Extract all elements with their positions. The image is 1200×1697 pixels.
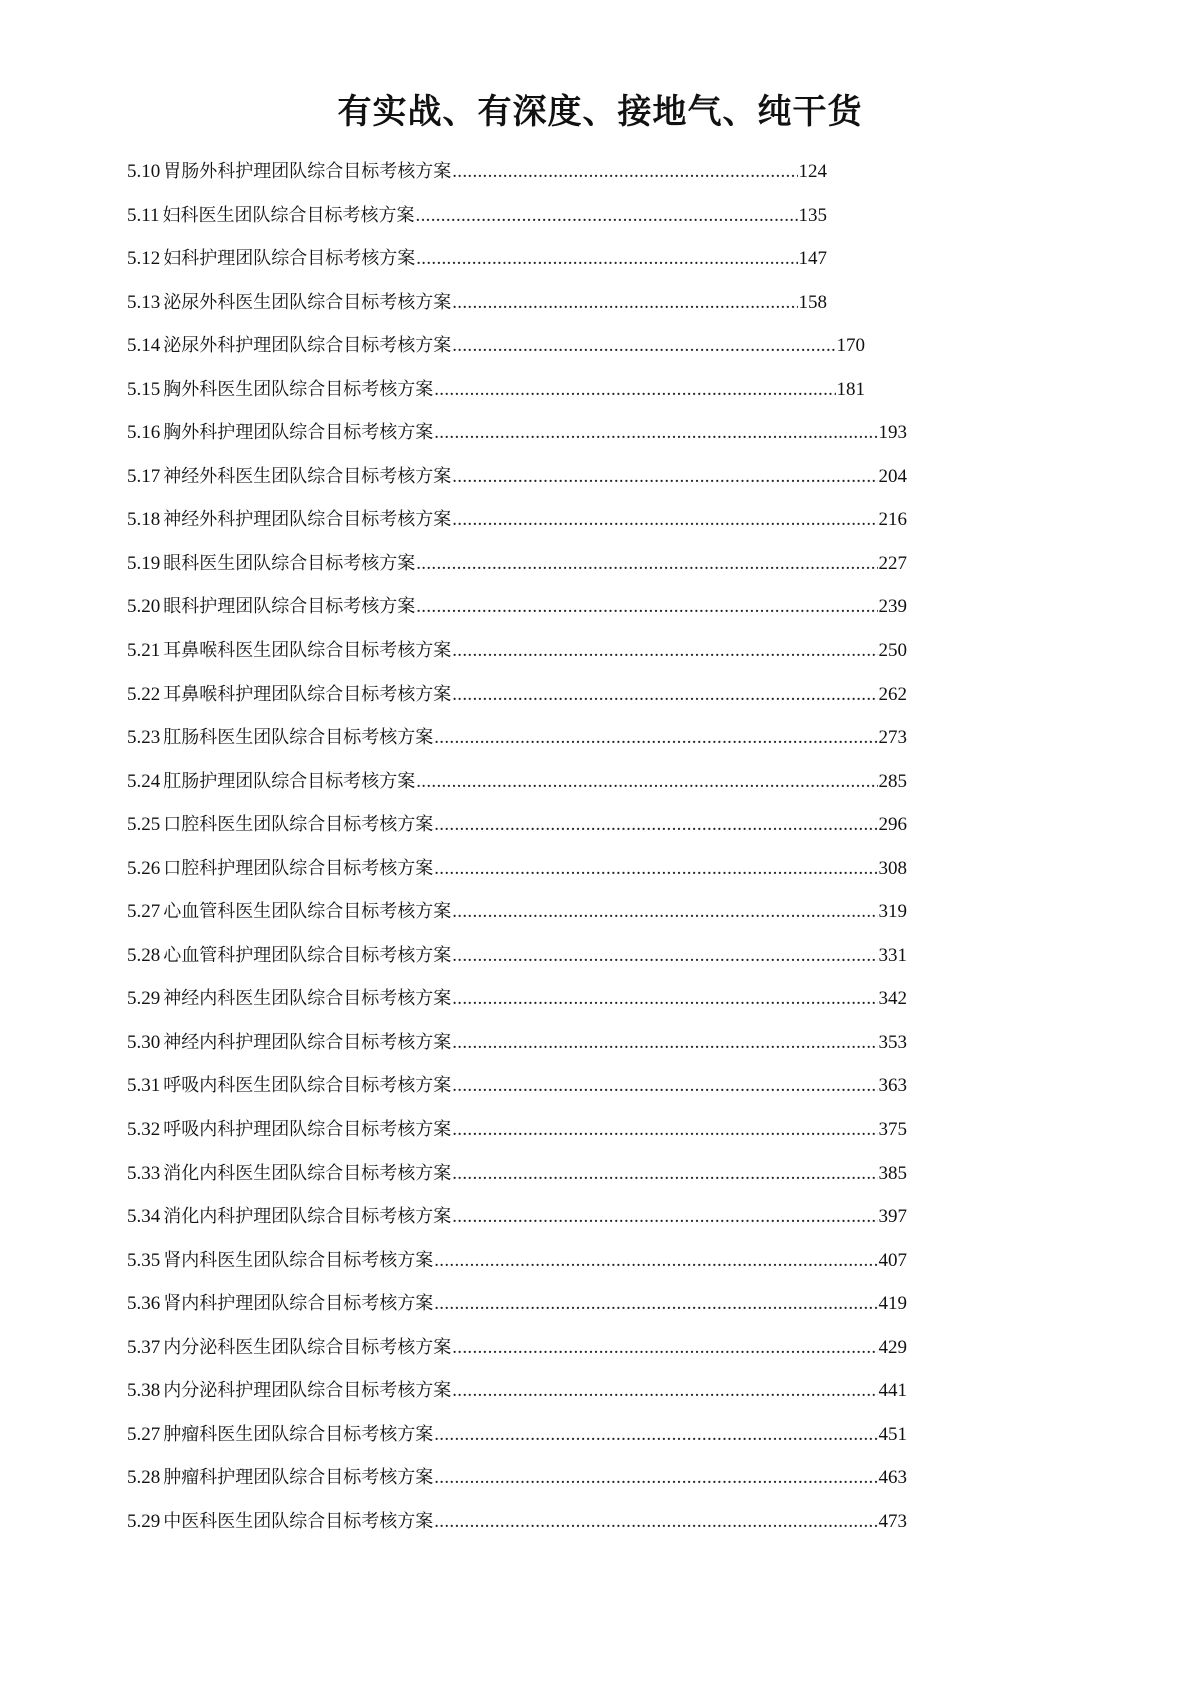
toc-dot-leader: [434, 1249, 877, 1273]
toc-entry-line: [127, 1292, 907, 1316]
toc-dot-leader: [452, 683, 877, 707]
toc-section-title: 肾内科护理团队综合目标考核方案: [163, 1293, 434, 1315]
toc-entry: [127, 900, 1047, 944]
toc-page-number: 342: [878, 988, 907, 1010]
toc-dot-leader: [452, 1118, 877, 1142]
toc-page-number: 170: [836, 335, 865, 357]
toc-dot-leader: [452, 1162, 877, 1186]
toc-dot-leader: [452, 944, 877, 968]
toc-section-number: 5.24: [127, 770, 161, 792]
toc-section-number: 5.11: [127, 204, 160, 226]
toc-entry-line: [127, 465, 907, 489]
toc-page-number: 193: [878, 422, 907, 444]
toc-section-number: 5.29: [127, 988, 161, 1010]
toc-section-number: 5.16: [127, 422, 161, 444]
toc-entry: [127, 421, 1047, 465]
toc-dot-leader: [434, 857, 877, 881]
toc-entry-line: [127, 1205, 907, 1229]
toc-section-number: 5.37: [127, 1336, 161, 1358]
toc-section-title: 呼吸内科护理团队综合目标考核方案: [163, 1119, 452, 1141]
toc-entry: [127, 247, 1047, 291]
toc-section-title: 神经外科医生团队综合目标考核方案: [163, 465, 452, 487]
toc-entry: [127, 595, 1047, 639]
toc-dot-leader: [452, 639, 877, 663]
toc-entry-line: [127, 683, 907, 707]
toc-page-number: 397: [878, 1206, 907, 1228]
toc-entry: [127, 1379, 1047, 1423]
toc-section-title: 肛肠护理团队综合目标考核方案: [163, 770, 416, 792]
toc-section-title: 内分泌科护理团队综合目标考核方案: [163, 1380, 452, 1402]
toc-entry-line: [127, 1031, 907, 1055]
toc-entry: [127, 1031, 1047, 1075]
toc-entry: [127, 1205, 1047, 1249]
toc-section-number: 5.28: [127, 1467, 161, 1489]
toc-dot-leader: [452, 291, 797, 315]
toc-section-number: 5.23: [127, 727, 161, 749]
toc-entry: [127, 204, 1047, 248]
document-title: 有实战、有深度、接地气、纯干货: [337, 92, 863, 132]
toc-section-number: 5.25: [127, 814, 161, 836]
toc-entry-line: [127, 552, 907, 576]
toc-page-number: 429: [878, 1336, 907, 1358]
toc-entry: [127, 770, 1047, 814]
toc-section-number: 5.34: [127, 1206, 161, 1228]
toc-section-number: 5.22: [127, 683, 161, 705]
toc-page-number: 227: [878, 552, 907, 574]
toc-page-number: 319: [878, 901, 907, 923]
toc-section-title: 口腔科护理团队综合目标考核方案: [163, 857, 434, 879]
toc-page-number: 331: [878, 944, 907, 966]
toc-section-number: 5.21: [127, 640, 161, 662]
toc-entry-line: [127, 595, 907, 619]
toc-section-number: 5.28: [127, 944, 161, 966]
toc-entry-line: [127, 857, 907, 881]
toc-section-number: 5.31: [127, 1075, 161, 1097]
toc-entry-line: [127, 1379, 907, 1403]
toc-page-number: 407: [878, 1249, 907, 1271]
toc-section-title: 眼科医生团队综合目标考核方案: [163, 552, 416, 574]
toc-section-title: 妇科护理团队综合目标考核方案: [163, 248, 416, 270]
toc-section-title: 肿瘤科护理团队综合目标考核方案: [163, 1467, 434, 1489]
toc-entry: [127, 944, 1047, 988]
toc-entry-line: [127, 508, 907, 532]
toc-entry-line: [127, 291, 827, 315]
toc-page-number: 473: [878, 1510, 907, 1532]
toc-section-title: 胸外科护理团队综合目标考核方案: [163, 422, 434, 444]
toc-dot-leader: [452, 1205, 877, 1229]
toc-section-number: 5.14: [127, 335, 161, 357]
toc-entry-line: [127, 378, 865, 402]
toc-section-title: 呼吸内科医生团队综合目标考核方案: [163, 1075, 452, 1097]
toc-section-number: 5.18: [127, 509, 161, 531]
toc-dot-leader: [416, 770, 877, 794]
toc-dot-leader: [434, 378, 835, 402]
toc-entry: [127, 683, 1047, 727]
toc-section-title: 神经内科医生团队综合目标考核方案: [163, 988, 452, 1010]
toc-section-number: 5.35: [127, 1249, 161, 1271]
toc-entry-line: [127, 334, 865, 358]
toc-page-number: 441: [878, 1380, 907, 1402]
toc-entry-line: [127, 900, 907, 924]
toc-entry-line: [127, 813, 907, 837]
toc-section-number: 5.33: [127, 1162, 161, 1184]
toc-entry: [127, 813, 1047, 857]
toc-section-title: 耳鼻喉科护理团队综合目标考核方案: [163, 683, 452, 705]
toc-dot-leader: [452, 900, 877, 924]
toc-section-title: 消化内科医生团队综合目标考核方案: [163, 1162, 452, 1184]
toc-entry-line: [127, 1510, 907, 1534]
toc-entry-line: [127, 726, 907, 750]
toc-entry: [127, 1292, 1047, 1336]
toc-section-number: 5.15: [127, 378, 161, 400]
toc-section-number: 5.13: [127, 291, 161, 313]
toc-dot-leader: [452, 987, 877, 1011]
toc-section-number: 5.27: [127, 1423, 161, 1445]
toc-section-title: 胃肠外科护理团队综合目标考核方案: [163, 161, 452, 182]
toc-section-title: 神经内科护理团队综合目标考核方案: [163, 1031, 452, 1053]
toc-section-title: 肛肠科医生团队综合目标考核方案: [163, 727, 434, 749]
toc-dot-leader: [452, 508, 877, 532]
toc-entry: [127, 726, 1047, 770]
toc-dot-leader: [416, 552, 877, 576]
toc-entry: [127, 378, 1047, 422]
toc-entry: [127, 1423, 1047, 1467]
toc-entry-line: [127, 1423, 907, 1447]
table-of-contents: [127, 160, 1047, 1554]
toc-section-title: 耳鼻喉科医生团队综合目标考核方案: [163, 640, 452, 662]
toc-dot-leader: [452, 1074, 877, 1098]
toc-section-number: 5.32: [127, 1119, 161, 1141]
toc-section-number: 5.10: [127, 161, 161, 182]
toc-entry-line: [127, 160, 827, 184]
toc-dot-leader: [434, 421, 877, 445]
toc-entry: [127, 1162, 1047, 1206]
toc-page-number: 262: [878, 683, 907, 705]
toc-entry-line: [127, 1336, 907, 1360]
toc-page-number: 250: [878, 640, 907, 662]
toc-entry: [127, 1336, 1047, 1380]
toc-section-title: 心血管科医生团队综合目标考核方案: [163, 901, 452, 923]
toc-dot-leader: [434, 726, 877, 750]
toc-dot-leader: [416, 247, 797, 271]
toc-entry-line: [127, 639, 907, 663]
toc-page-number: 204: [878, 465, 907, 487]
toc-section-number: 5.17: [127, 465, 161, 487]
toc-section-number: 5.19: [127, 552, 161, 574]
toc-page-number: 135: [798, 204, 827, 226]
toc-section-title: 肾内科医生团队综合目标考核方案: [163, 1249, 434, 1271]
toc-dot-leader: [452, 465, 877, 489]
toc-section-title: 妇科医生团队综合目标考核方案: [162, 204, 415, 226]
toc-page-number: 181: [836, 378, 865, 400]
toc-section-number: 5.36: [127, 1293, 161, 1315]
toc-section-title: 消化内科护理团队综合目标考核方案: [163, 1206, 452, 1228]
toc-dot-leader: [434, 1510, 877, 1534]
toc-page-number: 158: [798, 291, 827, 313]
toc-section-number: 5.20: [127, 596, 161, 618]
toc-entry: [127, 1510, 1047, 1554]
toc-entry: [127, 552, 1047, 596]
toc-section-title: 胸外科医生团队综合目标考核方案: [163, 378, 434, 400]
toc-page-number: 124: [798, 161, 827, 182]
toc-entry-line: [127, 1162, 907, 1186]
toc-entry: [127, 334, 1047, 378]
toc-entry: [127, 857, 1047, 901]
toc-dot-leader: [452, 1031, 877, 1055]
toc-page-number: 239: [878, 596, 907, 618]
toc-entry: [127, 1466, 1047, 1510]
toc-entry: [127, 508, 1047, 552]
toc-section-number: 5.27: [127, 901, 161, 923]
toc-section-number: 5.12: [127, 248, 161, 270]
toc-entry-line: [127, 1074, 907, 1098]
toc-section-title: 心血管科护理团队综合目标考核方案: [163, 944, 452, 966]
toc-section-number: 5.30: [127, 1031, 161, 1053]
toc-section-number: 5.38: [127, 1380, 161, 1402]
toc-entry: [127, 291, 1047, 335]
toc-entry-line: [127, 204, 827, 228]
toc-page-number: 353: [878, 1031, 907, 1053]
toc-page-number: 147: [798, 248, 827, 270]
toc-entry: [127, 1249, 1047, 1293]
toc-page-number: 273: [878, 727, 907, 749]
toc-dot-leader: [434, 1292, 877, 1316]
toc-dot-leader: [452, 1379, 877, 1403]
toc-entry-line: [127, 944, 907, 968]
toc-page-number: 296: [878, 814, 907, 836]
toc-page-number: 463: [878, 1467, 907, 1489]
toc-section-number: 5.26: [127, 857, 161, 879]
toc-section-number: 5.29: [127, 1510, 161, 1532]
toc-page-number: 285: [878, 770, 907, 792]
toc-entry-line: [127, 247, 827, 271]
toc-dot-leader: [434, 813, 877, 837]
toc-section-title: 口腔科医生团队综合目标考核方案: [163, 814, 434, 836]
toc-page-number: 216: [878, 509, 907, 531]
toc-entry: [127, 987, 1047, 1031]
toc-entry-line: [127, 1466, 907, 1490]
toc-entry-line: [127, 987, 907, 1011]
toc-entry-line: [127, 1118, 907, 1142]
toc-entry: [127, 160, 1047, 204]
toc-entry-line: [127, 421, 907, 445]
toc-entry-line: [127, 770, 907, 794]
toc-entry: [127, 639, 1047, 683]
toc-section-title: 肿瘤科医生团队综合目标考核方案: [163, 1423, 434, 1445]
toc-section-title: 泌尿外科医生团队综合目标考核方案: [163, 291, 452, 313]
toc-entry-line: [127, 1249, 907, 1273]
toc-page-number: 363: [878, 1075, 907, 1097]
toc-section-title: 内分泌科医生团队综合目标考核方案: [163, 1336, 452, 1358]
toc-dot-leader: [452, 1336, 877, 1360]
toc-dot-leader: [452, 160, 797, 184]
toc-section-title: 神经外科护理团队综合目标考核方案: [163, 509, 452, 531]
toc-page-number: 375: [878, 1119, 907, 1141]
toc-dot-leader: [416, 204, 798, 228]
toc-page-number: 385: [878, 1162, 907, 1184]
toc-entry: [127, 1118, 1047, 1162]
toc-entry: [127, 1074, 1047, 1118]
toc-section-title: 中医科医生团队综合目标考核方案: [163, 1510, 434, 1532]
toc-page-number: 308: [878, 857, 907, 879]
toc-dot-leader: [452, 334, 835, 358]
toc-page-number: 419: [878, 1293, 907, 1315]
toc-entry: [127, 465, 1047, 509]
toc-section-title: 眼科护理团队综合目标考核方案: [163, 596, 416, 618]
toc-page-number: 451: [878, 1423, 907, 1445]
toc-section-title: 泌尿外科护理团队综合目标考核方案: [163, 335, 452, 357]
toc-dot-leader: [416, 595, 877, 619]
toc-dot-leader: [434, 1466, 877, 1490]
toc-dot-leader: [434, 1423, 877, 1447]
